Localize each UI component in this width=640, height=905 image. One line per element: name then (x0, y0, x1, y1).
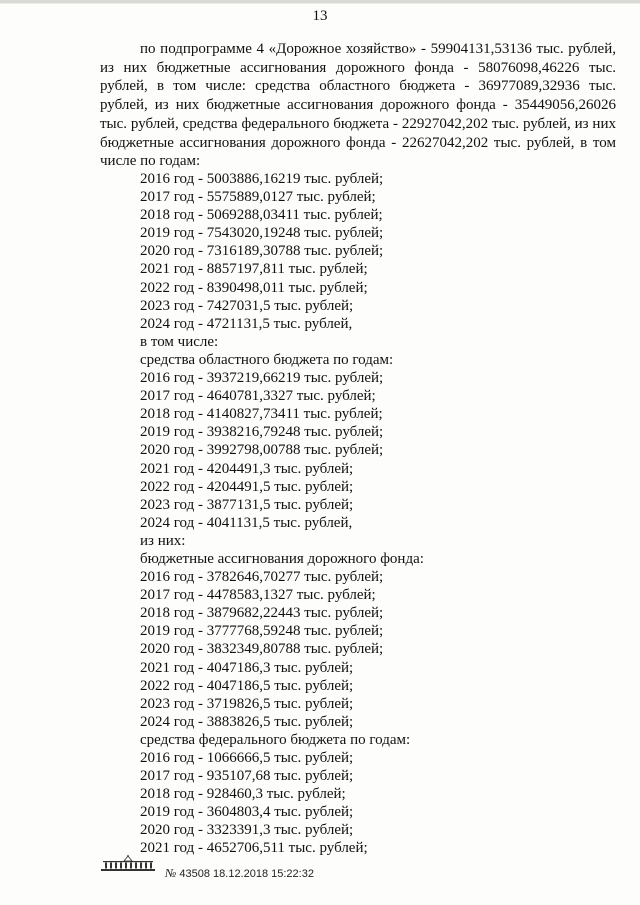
list-line: 2017 год - 935107,68 тыс. рублей; (140, 768, 354, 785)
list-line: 2023 год - 7427031,5 тыс. рублей; (140, 297, 354, 314)
list-line: 2022 год - 4204491,5 тыс. рублей; (140, 478, 354, 495)
list-line: 2016 год - 3937219,66219 тыс. рублей; (140, 370, 384, 387)
list-line: 2024 год - 3883826,5 тыс. рублей; (140, 713, 354, 730)
list-line: 2020 год - 3323391,3 тыс. рублей; (140, 822, 354, 839)
intro-text: по подпрограмме 4 «Дорожное хозяйство» - 59904131,53136 тыс. рублей, из них бюджетные ассигнования дорожного фонда - 58076098,46226 тыс. рублей, в том числе: средства областного бюджета - 36977089,32936 тыс. рублей, из них бюджетные ассигнования дорожного фонда - 35449056,26026 тыс. рублей, средства федерального бюджета - 22927042,202 тыс. рублей, из них бюджетные ассигнования дорожного фонда - 22627042,202 тыс. рублей, в том числе по годам: (100, 41, 616, 170)
list-line: 2021 год - 8857197,811 тыс. рублей; (140, 261, 368, 278)
list-line: 2020 год - 3832349,80788 тыс. рублей; (140, 641, 384, 658)
list-line: 2018 год - 3879682,22443 тыс. рублей; (140, 605, 384, 622)
list-line: из них: (140, 532, 186, 549)
footer-registration: 43508 18.12.2018 15:22:32 (179, 868, 314, 880)
list-line: 2017 год - 5575889,0127 тыс. рублей; (140, 189, 376, 206)
list-line: средства федерального бюджета по годам: (140, 731, 411, 748)
list-line: 2020 год - 7316189,30788 тыс. рублей; (140, 243, 384, 260)
list-line: 2023 год - 3719826,5 тыс. рублей; (140, 695, 354, 712)
budget-by-year-list (140, 170, 610, 858)
list-line: 2022 год - 4047186,5 тыс. рублей; (140, 677, 354, 694)
list-line: 2016 год - 1066666,5 тыс. рублей; (140, 750, 354, 766)
list-line: 2019 год - 3777768,59248 тыс. рублей; (140, 623, 384, 640)
list-line: 2017 год - 4478583,1327 тыс. рублей; (140, 587, 376, 604)
document-footer (165, 866, 314, 881)
list-line: средства областного бюджета по годам: (140, 351, 394, 368)
list-line: 2018 год - 928460,3 тыс. рублей; (140, 786, 346, 803)
list-line: 2019 год - 3938216,79248 тыс. рублей; (140, 424, 384, 441)
scan-edge-shadow (0, 3, 640, 4)
list-line: 2019 год - 3604803,4 тыс. рублей; (140, 804, 354, 821)
list-line: бюджетные ассигнования дорожного фонда: (140, 550, 424, 567)
list-line: 2016 год - 5003886,16219 тыс. рублей; (140, 171, 384, 187)
list-line: 2017 год - 4640781,3327 тыс. рублей; (140, 388, 376, 405)
list-line: 2024 год - 4721131,5 тыс. рублей, (140, 315, 353, 332)
list-line: 2018 год - 4140827,73411 тыс. рублей; (140, 406, 383, 423)
list-line: 2024 год - 4041131,5 тыс. рублей, (140, 514, 353, 531)
list-line: 2021 год - 4652706,511 тыс. рублей; (140, 840, 368, 857)
list-line: в том числе: (140, 333, 219, 350)
footer-number-sign: № (165, 866, 177, 880)
list-line: 2022 год - 8390498,011 тыс. рублей; (140, 279, 368, 296)
intro-paragraph (100, 40, 616, 171)
list-line: 2016 год - 3782646,70277 тыс. рублей; (140, 569, 384, 586)
government-building-icon (100, 855, 156, 872)
list-line: 2019 год - 7543020,19248 тыс. рублей; (140, 225, 384, 242)
page-number: 13 (312, 8, 328, 24)
list-line: 2020 год - 3992798,00788 тыс. рублей; (140, 442, 384, 459)
list-line: 2018 год - 5069288,03411 тыс. рублей; (140, 207, 383, 224)
list-line: 2021 год - 4047186,3 тыс. рублей; (140, 659, 354, 676)
list-line: 2023 год - 3877131,5 тыс. рублей; (140, 496, 354, 513)
list-line: 2021 год - 4204491,3 тыс. рублей; (140, 460, 354, 477)
